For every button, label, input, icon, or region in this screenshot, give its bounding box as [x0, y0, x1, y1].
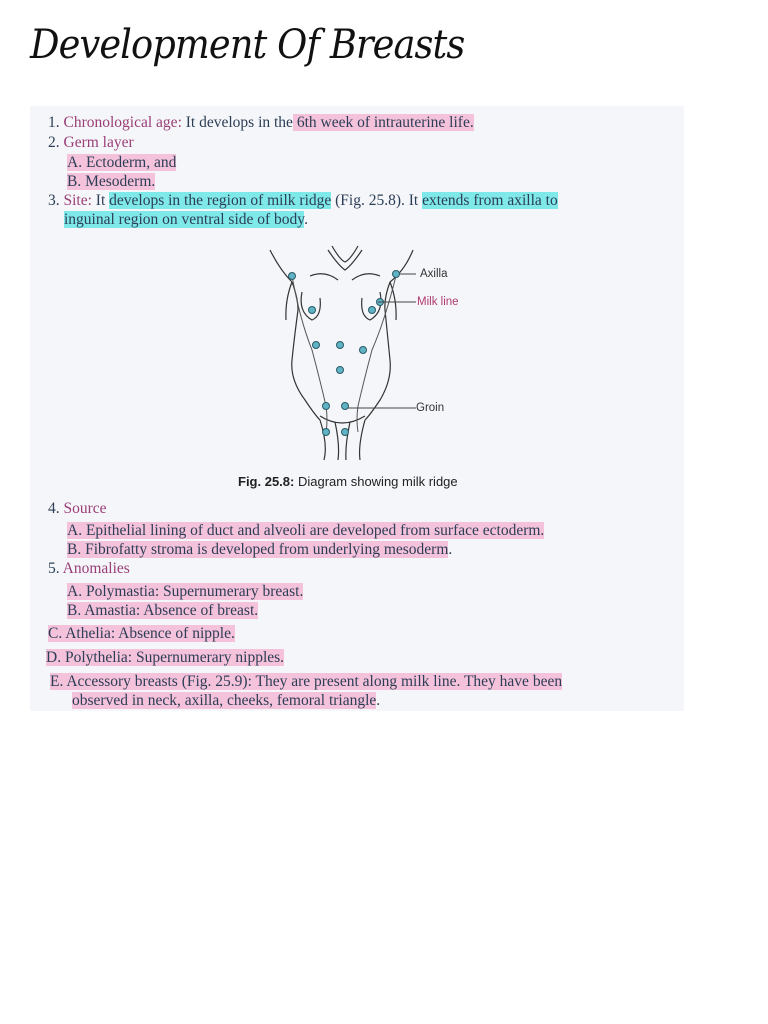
item-text: It develops in the — [181, 114, 293, 131]
milk-line-node — [369, 307, 376, 314]
milk-line-node — [342, 429, 349, 436]
sub-item — [50, 673, 562, 691]
sub-item-continued — [72, 692, 380, 710]
item-heading: Site: — [63, 192, 92, 209]
item-heading: Chronological age: — [63, 114, 182, 131]
item-heading: Anomalies — [62, 560, 130, 577]
item-text: . — [304, 211, 308, 228]
highlight-pink: B. Mesoderm. — [67, 173, 156, 190]
sub-item — [67, 154, 176, 172]
highlight-pink: observed in neck, axilla, cheeks, femoral triangle — [72, 692, 377, 709]
milk-line-node — [393, 271, 400, 278]
item-germ-layer — [48, 134, 134, 152]
figure-caption-text: Diagram showing milk ridge — [294, 474, 458, 489]
page-title: Development Of Breasts — [30, 22, 465, 68]
milk-line-node — [337, 367, 344, 374]
item-number: 1. — [48, 114, 60, 131]
figure-caption — [238, 474, 458, 489]
item-text: . — [448, 541, 453, 558]
milk-line-node — [289, 273, 296, 280]
milk-line-node — [337, 342, 344, 349]
highlight-pink: B. Amastia: Absence of breast. — [67, 602, 259, 619]
highlight-pink: A. Epithelial lining of duct and alveoli are developed from surface ectoderm. — [67, 522, 545, 539]
highlight-pink: D. Polythelia: Supernumerary nipples. — [46, 649, 285, 666]
highlight-pink: 6th week of intrauterine life. — [292, 114, 474, 131]
item-site-continued — [64, 211, 308, 229]
item-site — [48, 192, 558, 210]
sub-item — [67, 602, 258, 620]
item-chronological-age — [48, 114, 474, 132]
milk-line-node — [313, 342, 320, 349]
item-heading: Source — [63, 500, 107, 517]
milk-line-node — [342, 403, 349, 410]
sub-item — [67, 522, 544, 540]
label-milk-line: Milk line — [417, 296, 459, 308]
highlight-cyan: extends from axilla to — [422, 192, 558, 209]
item-number: 2. — [48, 134, 60, 151]
figure-caption-number: Fig. 25.8: — [238, 474, 295, 489]
item-source — [48, 500, 107, 518]
item-text: It — [91, 192, 110, 209]
item-anomalies — [48, 560, 130, 578]
milk-line-node — [323, 429, 330, 436]
highlight-cyan: develops in the region of milk ridge — [109, 192, 332, 209]
highlight-pink: A. Polymastia: Supernumerary breast. — [67, 583, 304, 600]
highlight-pink: A. Ectoderm, and — [67, 154, 177, 171]
sub-item — [67, 583, 303, 601]
item-number: 4. — [48, 500, 60, 517]
sub-item — [48, 625, 235, 643]
item-number: 5. — [48, 560, 60, 577]
milk-ridge-diagram — [220, 240, 510, 460]
highlight-cyan: inguinal region on ventral side of body — [64, 211, 305, 228]
item-text: . — [376, 692, 381, 709]
highlight-pink: B. Fibrofatty stroma is developed from underlying mesoderm — [67, 541, 449, 558]
item-number: 3. — [48, 192, 60, 209]
milk-line-node — [360, 347, 367, 354]
sub-item — [46, 649, 284, 667]
item-heading: Germ layer — [63, 134, 134, 151]
highlight-pink: E. Accessory breasts (Fig. 25.9): They are present along milk line. They have been — [50, 673, 563, 690]
label-axilla: Axilla — [420, 268, 448, 280]
milk-line-node — [309, 307, 316, 314]
sub-item — [67, 173, 155, 191]
highlight-pink: C. Athelia: Absence of nipple. — [48, 625, 235, 642]
milk-line-node — [323, 403, 330, 410]
label-groin: Groin — [416, 402, 445, 414]
item-text: (Fig. 25.8). It — [331, 192, 423, 209]
sub-item — [67, 541, 452, 559]
